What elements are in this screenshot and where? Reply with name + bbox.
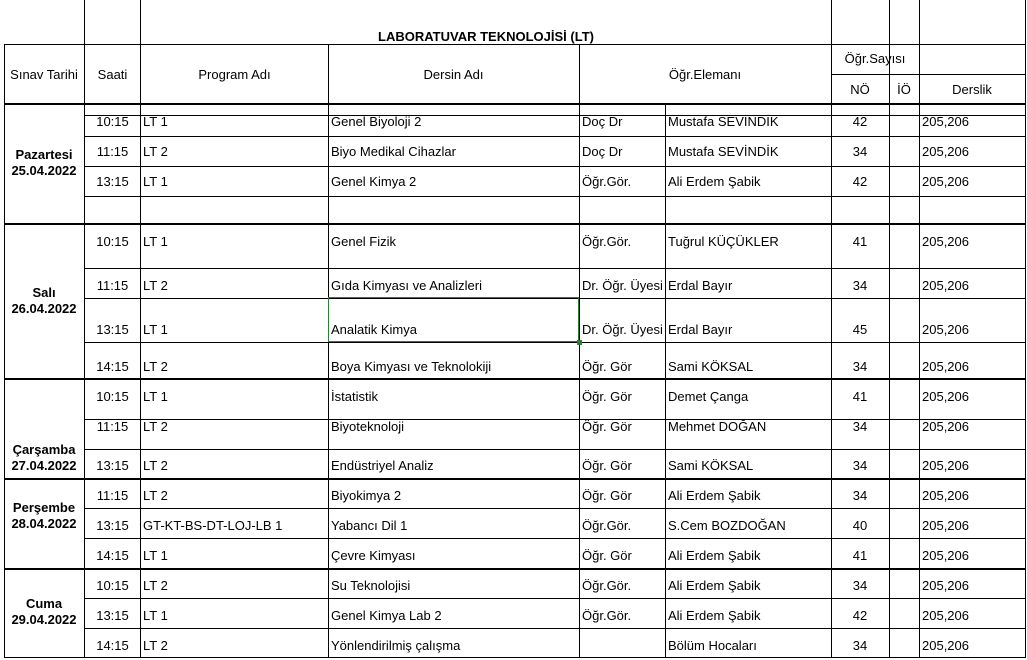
day-date: 27.04.2022 bbox=[11, 458, 77, 473]
cell-name[interactable]: Demet Çanga bbox=[668, 389, 749, 404]
cell-no[interactable]: 34 bbox=[852, 144, 868, 159]
column-line bbox=[889, 0, 890, 658]
cell-no[interactable]: 34 bbox=[852, 359, 868, 374]
cell-room[interactable]: 205,206 bbox=[922, 114, 969, 129]
header-line bbox=[4, 44, 1025, 45]
cell-program[interactable]: LT 1 bbox=[143, 234, 168, 249]
row-line bbox=[85, 538, 1025, 539]
row-line bbox=[85, 136, 1025, 137]
cell-program[interactable]: LT 1 bbox=[143, 174, 168, 189]
cell-title[interactable]: Doç Dr bbox=[582, 144, 623, 159]
day-name: Pazartesi bbox=[15, 147, 73, 162]
header-classroom: Derslik bbox=[952, 82, 992, 97]
cell-course[interactable]: Analatik Kimya bbox=[331, 322, 417, 337]
row-line bbox=[85, 196, 1025, 197]
row-line bbox=[85, 268, 1025, 269]
cell-room[interactable]: 205,206 bbox=[922, 278, 969, 293]
cell-name[interactable]: Sami KÖKSAL bbox=[668, 359, 754, 374]
cell-time[interactable]: 10:15 bbox=[96, 389, 129, 404]
cell-course[interactable]: Çevre Kimyası bbox=[331, 548, 416, 563]
cell-course[interactable]: Yönlendirilmiş çalışma bbox=[331, 638, 461, 653]
cell-name[interactable]: Ali Erdem Şabik bbox=[668, 174, 761, 189]
day-separator bbox=[4, 223, 1025, 225]
day-separator bbox=[4, 568, 1025, 570]
cell-name[interactable]: Tuğrul KÜÇÜKLER bbox=[668, 234, 779, 249]
cell-course[interactable]: Biyoteknoloji bbox=[331, 419, 404, 434]
cell-course[interactable]: Boya Kimyası ve Teknolokiji bbox=[331, 359, 492, 374]
cell-program[interactable]: LT 2 bbox=[143, 578, 168, 593]
cell-room[interactable]: 205,206 bbox=[922, 578, 969, 593]
header-no: NÖ bbox=[850, 82, 870, 97]
cell-room[interactable]: 205,206 bbox=[922, 174, 969, 189]
day-separator bbox=[4, 478, 1025, 480]
cell-course[interactable]: İstatistik bbox=[331, 389, 378, 404]
cell-title[interactable]: Öğr.Gör. bbox=[582, 174, 632, 189]
cell-program[interactable]: LT 2 bbox=[143, 359, 168, 374]
cell-course[interactable]: Su Teknolojisi bbox=[331, 578, 411, 593]
cell-name[interactable]: Erdal Bayır bbox=[668, 278, 733, 293]
cell-no[interactable]: 42 bbox=[852, 608, 868, 623]
cell-time[interactable]: 10:15 bbox=[96, 114, 129, 129]
cell-program[interactable]: LT 2 bbox=[143, 144, 168, 159]
header-time: Saati bbox=[97, 67, 128, 82]
cell-name[interactable]: Ali Erdem Şabik bbox=[668, 578, 761, 593]
cell-no[interactable]: 40 bbox=[852, 518, 868, 533]
cell-title[interactable]: Öğr.Gör. bbox=[582, 608, 632, 623]
cell-room[interactable]: 205,206 bbox=[922, 518, 969, 533]
row-line bbox=[85, 449, 1025, 450]
cell-course[interactable]: Biyo Medikal Cihazlar bbox=[331, 144, 456, 159]
cell-no[interactable]: 34 bbox=[852, 578, 868, 593]
cell-time[interactable]: 10:15 bbox=[96, 234, 129, 249]
cell-program[interactable]: LT 1 bbox=[143, 114, 168, 129]
cell-title[interactable]: Öğr. Gör bbox=[582, 458, 632, 473]
row-line bbox=[85, 342, 1025, 343]
cell-no[interactable]: 34 bbox=[852, 278, 868, 293]
cell-no[interactable]: 34 bbox=[852, 638, 868, 653]
day-date: 25.04.2022 bbox=[11, 163, 77, 178]
day-separator bbox=[4, 378, 1025, 380]
cell-name[interactable]: Bölüm Hocaları bbox=[668, 638, 757, 653]
header-instructor: Öğr.Elemanı bbox=[668, 67, 742, 82]
cell-title[interactable]: Öğr. Gör bbox=[582, 359, 632, 374]
header-line bbox=[831, 74, 1025, 75]
selected-cell[interactable] bbox=[328, 297, 579, 342]
cell-program[interactable]: LT 2 bbox=[143, 278, 168, 293]
column-line bbox=[4, 44, 5, 658]
cell-time[interactable]: 13:15 bbox=[96, 608, 129, 623]
header-bottom-line bbox=[4, 103, 1025, 105]
cell-no[interactable]: 34 bbox=[852, 488, 868, 503]
cell-time[interactable]: 11:15 bbox=[96, 488, 129, 503]
cell-name[interactable]: Sami KÖKSAL bbox=[668, 458, 754, 473]
cell-program[interactable]: LT 1 bbox=[143, 322, 168, 337]
cell-title[interactable]: Öğr. Gör bbox=[582, 548, 632, 563]
header-exam-date: Sınav Tarihi bbox=[10, 67, 78, 82]
cell-time[interactable]: 11:15 bbox=[96, 144, 129, 159]
row-line bbox=[85, 598, 1025, 599]
cell-name[interactable]: Mehmet DOĞAN bbox=[668, 419, 767, 434]
day-date: 26.04.2022 bbox=[11, 301, 77, 316]
cell-no[interactable]: 41 bbox=[852, 548, 868, 563]
cell-program[interactable]: LT 1 bbox=[143, 389, 168, 404]
cell-name[interactable]: Ali Erdem Şabik bbox=[668, 488, 761, 503]
cell-title[interactable]: Öğr.Gör. bbox=[582, 518, 632, 533]
cell-course[interactable]: Gıda Kimyası ve Analizleri bbox=[331, 278, 483, 293]
row-line bbox=[85, 628, 1025, 629]
cell-no[interactable]: 41 bbox=[852, 389, 868, 404]
cell-no[interactable]: 34 bbox=[852, 419, 868, 434]
column-line bbox=[140, 0, 141, 658]
cell-title[interactable]: Öğr. Gör bbox=[582, 488, 632, 503]
cell-room[interactable]: 205,206 bbox=[922, 144, 969, 159]
cell-time[interactable]: 14:15 bbox=[96, 359, 129, 374]
cell-course[interactable]: Endüstriyel Analiz bbox=[331, 458, 434, 473]
cell-program[interactable]: LT 2 bbox=[143, 458, 168, 473]
cell-program[interactable]: LT 2 bbox=[143, 419, 168, 434]
cell-course[interactable]: Genel Biyoloji 2 bbox=[331, 114, 422, 129]
cell-room[interactable]: 205,206 bbox=[922, 419, 969, 434]
cell-room[interactable]: 205,206 bbox=[922, 638, 969, 653]
cell-name[interactable]: Mustafa SEVİNDİK bbox=[668, 114, 779, 129]
cell-course[interactable]: Genel Kimya Lab 2 bbox=[331, 608, 442, 623]
cell-course[interactable]: Genel Kimya 2 bbox=[331, 174, 417, 189]
cell-room[interactable]: 205,206 bbox=[922, 234, 969, 249]
cell-title[interactable]: Öğr. Gör bbox=[582, 419, 632, 434]
header-io: İÖ bbox=[897, 82, 911, 97]
cell-no[interactable]: 34 bbox=[852, 458, 868, 473]
row-line bbox=[85, 166, 1025, 167]
day-date: 28.04.2022 bbox=[11, 516, 77, 531]
row-line bbox=[4, 657, 1025, 658]
cell-room[interactable]: 205,206 bbox=[922, 458, 969, 473]
day-name: Perşembe bbox=[12, 500, 76, 515]
cell-name[interactable]: Erdal Bayır bbox=[668, 322, 733, 337]
row-line bbox=[85, 508, 1025, 509]
cell-room[interactable]: 205,206 bbox=[922, 608, 969, 623]
day-name: Cuma bbox=[25, 596, 63, 611]
day-name: Salı bbox=[32, 285, 56, 300]
fill-handle[interactable] bbox=[577, 340, 582, 345]
cell-time[interactable]: 14:15 bbox=[96, 548, 129, 563]
cell-room[interactable]: 205,206 bbox=[922, 359, 969, 374]
cell-name[interactable]: Ali Erdem Şabik bbox=[668, 608, 761, 623]
cell-title[interactable]: Doç Dr bbox=[582, 114, 623, 129]
day-date: 29.04.2022 bbox=[11, 612, 77, 627]
cell-no[interactable]: 41 bbox=[852, 234, 868, 249]
cell-time[interactable]: 13:15 bbox=[96, 174, 129, 189]
cell-title[interactable]: Dr. Öğr. Üyesi bbox=[582, 278, 663, 293]
cell-time[interactable]: 10:15 bbox=[96, 578, 129, 593]
cell-program[interactable]: GT-KT-BS-DT-LOJ-LB 1 bbox=[143, 518, 283, 533]
cell-title[interactable]: Dr. Öğr. Üyesi bbox=[582, 322, 663, 337]
cell-room[interactable]: 205,206 bbox=[922, 488, 969, 503]
cell-program[interactable]: LT 1 bbox=[143, 548, 168, 563]
cell-time[interactable]: 13:15 bbox=[96, 458, 129, 473]
cell-program[interactable]: LT 1 bbox=[143, 608, 168, 623]
cell-name[interactable]: Ali Erdem Şabik bbox=[668, 548, 761, 563]
cell-title[interactable]: Öğr.Gör. bbox=[582, 234, 632, 249]
header-program: Program Adı bbox=[198, 67, 271, 82]
cell-room[interactable]: 205,206 bbox=[922, 389, 969, 404]
cell-time[interactable]: 13:15 bbox=[96, 322, 129, 337]
cell-room[interactable]: 205,206 bbox=[922, 322, 969, 337]
column-line bbox=[1025, 0, 1026, 658]
cell-time[interactable]: 13:15 bbox=[96, 518, 129, 533]
cell-course[interactable]: Genel Fizik bbox=[331, 234, 397, 249]
column-line bbox=[919, 0, 920, 658]
cell-no[interactable]: 42 bbox=[852, 174, 868, 189]
header-course: Dersin Adı bbox=[423, 67, 484, 82]
cell-program[interactable]: LT 2 bbox=[143, 638, 168, 653]
cell-course[interactable]: Yabancı Dil 1 bbox=[331, 518, 408, 533]
sheet-title: LABORATUVAR TEKNOLOJİSİ (LT) bbox=[378, 29, 594, 44]
cell-room[interactable]: 205,206 bbox=[922, 548, 969, 563]
cell-name[interactable]: Mustafa SEVİNDİK bbox=[668, 144, 779, 159]
cell-title[interactable]: Öğr.Gör. bbox=[582, 578, 632, 593]
header-student-count: Öğr.Sayısı bbox=[844, 51, 906, 66]
cell-no[interactable]: 45 bbox=[852, 322, 868, 337]
cell-no[interactable]: 42 bbox=[852, 114, 868, 129]
day-name: Çarşamba bbox=[12, 442, 76, 457]
cell-name[interactable]: S.Cem BOZDOĞAN bbox=[668, 518, 786, 533]
cell-title[interactable]: Öğr. Gör bbox=[582, 389, 632, 404]
cell-time[interactable]: 11:15 bbox=[96, 419, 129, 434]
cell-time[interactable]: 11:15 bbox=[96, 278, 129, 293]
cell-time[interactable]: 14:15 bbox=[96, 638, 129, 653]
cell-program[interactable]: LT 2 bbox=[143, 488, 168, 503]
cell-course[interactable]: Biyokimya 2 bbox=[331, 488, 402, 503]
